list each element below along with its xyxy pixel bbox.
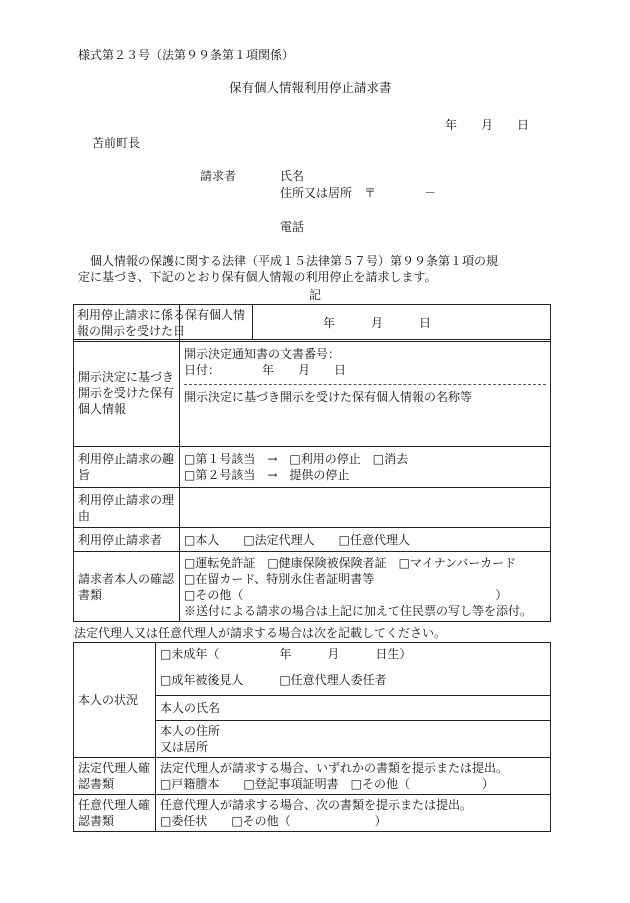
intro-line-1: 個人情報の保護に関する法律（平成１５法律第５７号）第９９条第１項の規	[78, 254, 499, 268]
disclosure-date-label: 利用停止請求に係る保有個人情報の開示を受けた日	[74, 305, 180, 342]
intro-line-2: 定に基づき、下記のとおり保有個人情報の利用停止を請求します。	[78, 270, 437, 284]
purpose-cell	[180, 447, 551, 488]
id-docs-note: ※送付による請求の場合は上記に加えて住民票の写し等を添付。	[184, 603, 533, 618]
document-title: 保有個人情報利用停止請求書	[229, 80, 392, 95]
principal-status-line-1: □未成年（ 年 月 日生）	[156, 643, 551, 666]
disclosure-date-value: 年 月 日	[180, 305, 551, 342]
phone-label: 電話	[280, 220, 305, 234]
row1-divider	[252, 304, 253, 340]
reason-cell	[180, 488, 551, 528]
legal-agent-docs-label: 法定代理人確認書類	[74, 758, 156, 795]
disclosed-info-name-line: 開示決定に基づき開示を受けた保有個人情報の名称等	[184, 384, 546, 405]
principal-address-label-1: 本人の住所	[160, 724, 221, 738]
id-docs-cell	[180, 552, 551, 622]
disclosed-info-cell	[180, 340, 551, 447]
principal-status-label: 本人の状況	[74, 643, 156, 758]
id-docs-line-1: □運転免許証 □健康保険被保険者証 □マイナンバーカード	[184, 555, 517, 570]
id-docs-line-3: □その他（ ）	[184, 587, 508, 602]
principal-address-label-2: 又は居所	[160, 740, 209, 754]
disclosed-info-label: 開示決定に基づき開示を受けた保有個人情報	[74, 340, 180, 447]
voluntary-agent-docs-label: 任意代理人確認書類	[74, 795, 156, 832]
form-number: 様式第２３号（法第９９条第１項関係）	[78, 48, 295, 62]
legal-agent-docs-cell	[156, 758, 551, 795]
ki-label: 記	[309, 288, 322, 302]
notice-date-line: 日付： 年 月 日	[184, 363, 347, 377]
requester-type-label: 利用停止請求者	[74, 528, 180, 552]
voluntary-agent-docs-line-1: 任意代理人が請求する場合、次の書類を提示または提出。	[160, 798, 473, 812]
id-docs-line-2: □在留カード、特別永住者証明書等	[184, 571, 375, 586]
date-line: 年 月 日	[445, 118, 530, 132]
legal-agent-docs-line-2: □戸籍謄本 □登記事項証明書 □その他（ ）	[160, 777, 495, 791]
request-table	[73, 304, 551, 342]
addressee: 苫前町長	[92, 136, 141, 150]
principal-status-line-2: □成年被後見人 □任意代理人委任者	[156, 665, 551, 696]
requester-type-options: □本人 □法定代理人 □任意代理人	[180, 528, 551, 552]
legal-agent-docs-line-1: 法定代理人が請求する場合、いずれかの書類を提示または提出。	[160, 761, 509, 775]
purpose-label: 利用停止請求の趣旨	[74, 447, 180, 488]
principal-address-cell	[156, 721, 551, 758]
name-label: 氏名	[280, 169, 305, 183]
purpose-option-2: □第２号該当 → 提供の停止	[184, 468, 350, 482]
voluntary-agent-docs-cell	[156, 795, 551, 832]
principal-name-label: 本人の氏名	[156, 696, 551, 721]
agent-note: 法定代理人又は任意代理人が請求する場合は次を記載してください。	[74, 626, 447, 640]
notice-number-line: 開示決定通知書の文書番号：	[184, 347, 341, 361]
voluntary-agent-docs-line-2: □委任状 □その他（ ）	[160, 814, 387, 828]
purpose-option-1: □第１号該当 → □利用の停止 □消去	[184, 452, 409, 466]
agent-table	[73, 642, 551, 832]
id-docs-label: 請求者本人の確認書類	[74, 552, 180, 622]
address-label: 住所又は居所 〒 －	[280, 186, 437, 200]
reason-label: 利用停止請求の理由	[74, 488, 180, 528]
requester-label: 請求者	[200, 169, 237, 183]
request-table-body	[73, 339, 551, 622]
